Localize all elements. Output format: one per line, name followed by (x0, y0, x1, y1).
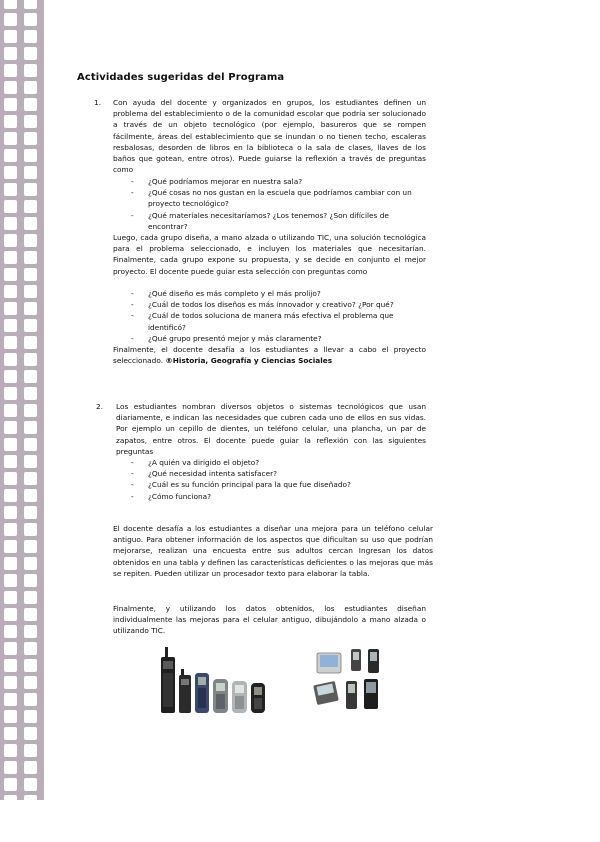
list-item: - ¿Qué cosas no nos gustan en la escuela que podríamos cambiar con un proyecto tecnológico? (131, 187, 427, 209)
binding-hole (24, 489, 37, 502)
old-phone-icon (195, 673, 209, 713)
activity-1-questions-b (131, 288, 427, 344)
old-phone-icon (251, 683, 265, 713)
binding-hole (24, 98, 37, 111)
binding-hole (24, 455, 37, 468)
binding-hole (24, 370, 37, 383)
binding-hole (24, 795, 37, 808)
qwerty-phone-icon (313, 681, 339, 705)
binding-hole (24, 81, 37, 94)
binding-hole (4, 370, 17, 383)
binding-hole (24, 574, 37, 587)
binding-hole (24, 47, 37, 60)
binding-hole (24, 268, 37, 281)
binding-hole (4, 183, 17, 196)
binding-hole (24, 234, 37, 247)
old-phone-icon (232, 681, 247, 713)
binding-hole (24, 506, 37, 519)
binding-hole (24, 30, 37, 43)
binding-hole (4, 676, 17, 689)
binding-hole (4, 659, 17, 672)
binding-hole (4, 319, 17, 332)
binding-hole (24, 132, 37, 145)
list-item: - ¿Cuál es su función principal para la que fue diseñado? (131, 479, 427, 490)
binding-hole (24, 744, 37, 757)
list-item: - ¿Cuál de todos soluciona de manera más efectiva el problema que identificó? (131, 310, 427, 332)
binding-hole (24, 812, 37, 825)
binding-hole (24, 625, 37, 638)
list-item: - ¿Qué podríamos mejorar en nuestra sala? (131, 176, 427, 187)
binding-hole (24, 336, 37, 349)
binding-hole (24, 710, 37, 723)
binding-hole (24, 217, 37, 230)
binding-hole (4, 625, 17, 638)
binding-hole (24, 13, 37, 26)
binding-hole (24, 523, 37, 536)
activity-1-intro: Con ayuda del docente y organizados en grupos, los estudiantes definen un problema del establecimiento o de la comunidad escolar que podría ser solucionado a través de un objeto tecnológico (por ejemplo, basureros que se rompen fácilmente, áreas del establecimiento que se inundan o no tienen techo, escaleras resbalosas, desorden de libros en la biblioteca o la sala de clases, llaves de los baños que gotean, entre otros). Puede guiarse la reflexión a través de preguntas como (113, 98, 426, 175)
page-title: Actividades sugeridas del Programa (77, 72, 285, 83)
old-phone-icon (213, 679, 228, 713)
list-item: - ¿Qué grupo presentó mejor y más claramente? (131, 333, 427, 344)
binding-hole (4, 421, 17, 434)
binding-hole (4, 778, 17, 791)
binding-hole (4, 0, 17, 9)
binding-hole (24, 64, 37, 77)
binding-hole (24, 540, 37, 553)
activity-1-closing (113, 344, 426, 366)
binding-hole (24, 319, 37, 332)
binding-hole (24, 404, 37, 417)
binding-hole (4, 642, 17, 655)
binding-hole (4, 285, 17, 298)
list-item: - ¿Qué materiales necesitaríamos? ¿Los tenemos? ¿Son difíciles de encontrar? (131, 210, 427, 232)
binding-hole (24, 778, 37, 791)
binding-hole (24, 421, 37, 434)
list-item: - ¿Cuál de todos los diseños es más innovador y creativo? ¿Por qué? (131, 299, 427, 310)
binding-hole (4, 217, 17, 230)
smartphone-icon (317, 653, 341, 673)
binding-hole (4, 455, 17, 468)
binding-hole (24, 387, 37, 400)
binding-hole (24, 166, 37, 179)
binding-hole (4, 268, 17, 281)
candybar-phone-icon (346, 681, 357, 709)
binding-hole (24, 557, 37, 570)
binding-hole (4, 472, 17, 485)
binding-hole (4, 608, 17, 621)
binding-hole (24, 727, 37, 740)
binding-hole (4, 353, 17, 366)
binding-hole (4, 336, 17, 349)
activity-2-paragraph-3: Finalmente, y utilizando los datos obtenidos, los estudiantes diseñan individualmente las mejoras para el celular antiguo, dibujándolo a mano alzada o utilizando TIC. (113, 604, 426, 636)
document-page (44, 0, 600, 800)
binding-hole (24, 285, 37, 298)
binding-hole (4, 829, 17, 842)
binding-hole (24, 0, 37, 9)
binding-hole (24, 608, 37, 621)
binding-hole (4, 744, 17, 757)
binding-hole (4, 404, 17, 417)
binding-hole (4, 506, 17, 519)
binding-hole (4, 387, 17, 400)
binding-hole (24, 642, 37, 655)
binding-hole (24, 115, 37, 128)
binding-hole (4, 200, 17, 213)
list-item: - ¿Cómo funciona? (131, 491, 427, 502)
activity-2-number: 2. (96, 402, 104, 411)
binding-hole (4, 540, 17, 553)
flip-phone-icon (179, 669, 191, 713)
binding-hole (4, 64, 17, 77)
old-mobile-phones-image (155, 643, 279, 715)
binding-hole (24, 761, 37, 774)
binding-hole (4, 523, 17, 536)
binding-hole (4, 710, 17, 723)
binding-hole (4, 234, 17, 247)
slider-phone-icon (368, 649, 379, 673)
binding-hole (24, 200, 37, 213)
brick-phone-icon (161, 647, 175, 713)
binding-hole (24, 353, 37, 366)
binding-hole (4, 591, 17, 604)
activity-2-questions (131, 457, 427, 502)
binding-hole (4, 251, 17, 264)
binding-hole (4, 489, 17, 502)
activity-1-middle: Luego, cada grupo diseña, a mano alzada o utilizando TIC, una solución tecnológica para el problema seleccionado, e incluyen los materiales que necesitarían. Finalmente, cada grupo expone su propuesta, y se decide en conjunto el mejor proyecto. El docente puede guiar esta selección con preguntas como (113, 233, 426, 276)
binding-hole (4, 557, 17, 570)
binding-hole (4, 693, 17, 706)
binding-hole (4, 30, 17, 43)
binding-hole (24, 302, 37, 315)
activity-1-number: 1. (94, 98, 102, 107)
closing-text: Finalmente, el docente desafía a los estudiantes a llevar a cabo el proyecto seleccionado. (113, 345, 426, 366)
binding-hole (4, 115, 17, 128)
binding-hole (24, 591, 37, 604)
candybar-phone-icon (364, 679, 378, 709)
activity-2-intro: Los estudiantes nombran diversos objetos o sistemas tecnológicos que usan diariamente, e indican las necesidades que cubren cada uno de ellos en sus vidas. Por ejemplo un cepillo de dientes, un teléfono celular, una plancha, un par de zapatos, entre otros. El docente puede guiar la reflexión con las siguientes preguntas (116, 402, 426, 456)
binding-hole (24, 251, 37, 264)
binding-hole (24, 183, 37, 196)
binding-hole (4, 727, 17, 740)
activity-1-questions-a (131, 176, 427, 232)
binding-hole (4, 438, 17, 451)
binding-hole (4, 132, 17, 145)
binding-hole (24, 659, 37, 672)
binding-hole (4, 302, 17, 315)
binding-hole (24, 472, 37, 485)
binding-hole (4, 13, 17, 26)
binding-hole (4, 812, 17, 825)
slider-phone-icon (351, 649, 361, 671)
activity-2-paragraph-2: El docente desafía a los estudiantes a diseñar una mejora para un teléfono celular antiguo. Para obtener información de los aspectos que dificultan su uso que podrían mejorarse, realizan una encuesta entre sus adultos cercan Ingresan los datos obtenidos en una tabla y definen las características deficientes o las mejoras que más se repiten. Pueden utilizar un procesador texto para elaborar la tabla. (113, 524, 433, 578)
binding-hole (24, 829, 37, 842)
binding-hole (4, 574, 17, 587)
list-item: - ¿Qué diseño es más completo y el más prolijo? (131, 288, 427, 299)
binding-hole (24, 693, 37, 706)
binding-hole (4, 761, 17, 774)
modern-mobile-phones-image (311, 645, 386, 715)
binding-hole (24, 438, 37, 451)
binding-hole (4, 81, 17, 94)
binding-hole (24, 676, 37, 689)
binding-hole (24, 149, 37, 162)
spiral-binding-strip (0, 0, 44, 800)
binding-hole (4, 149, 17, 162)
binding-hole (4, 98, 17, 111)
binding-hole (4, 795, 17, 808)
list-item: - ¿A quién va dirigido el objeto? (131, 457, 427, 468)
binding-hole (4, 166, 17, 179)
list-item: - ¿Qué necesidad intenta satisfacer? (131, 468, 427, 479)
binding-hole (4, 47, 17, 60)
subject-link[interactable]: ®Historia, Geografía y Ciencias Sociales (165, 356, 333, 366)
